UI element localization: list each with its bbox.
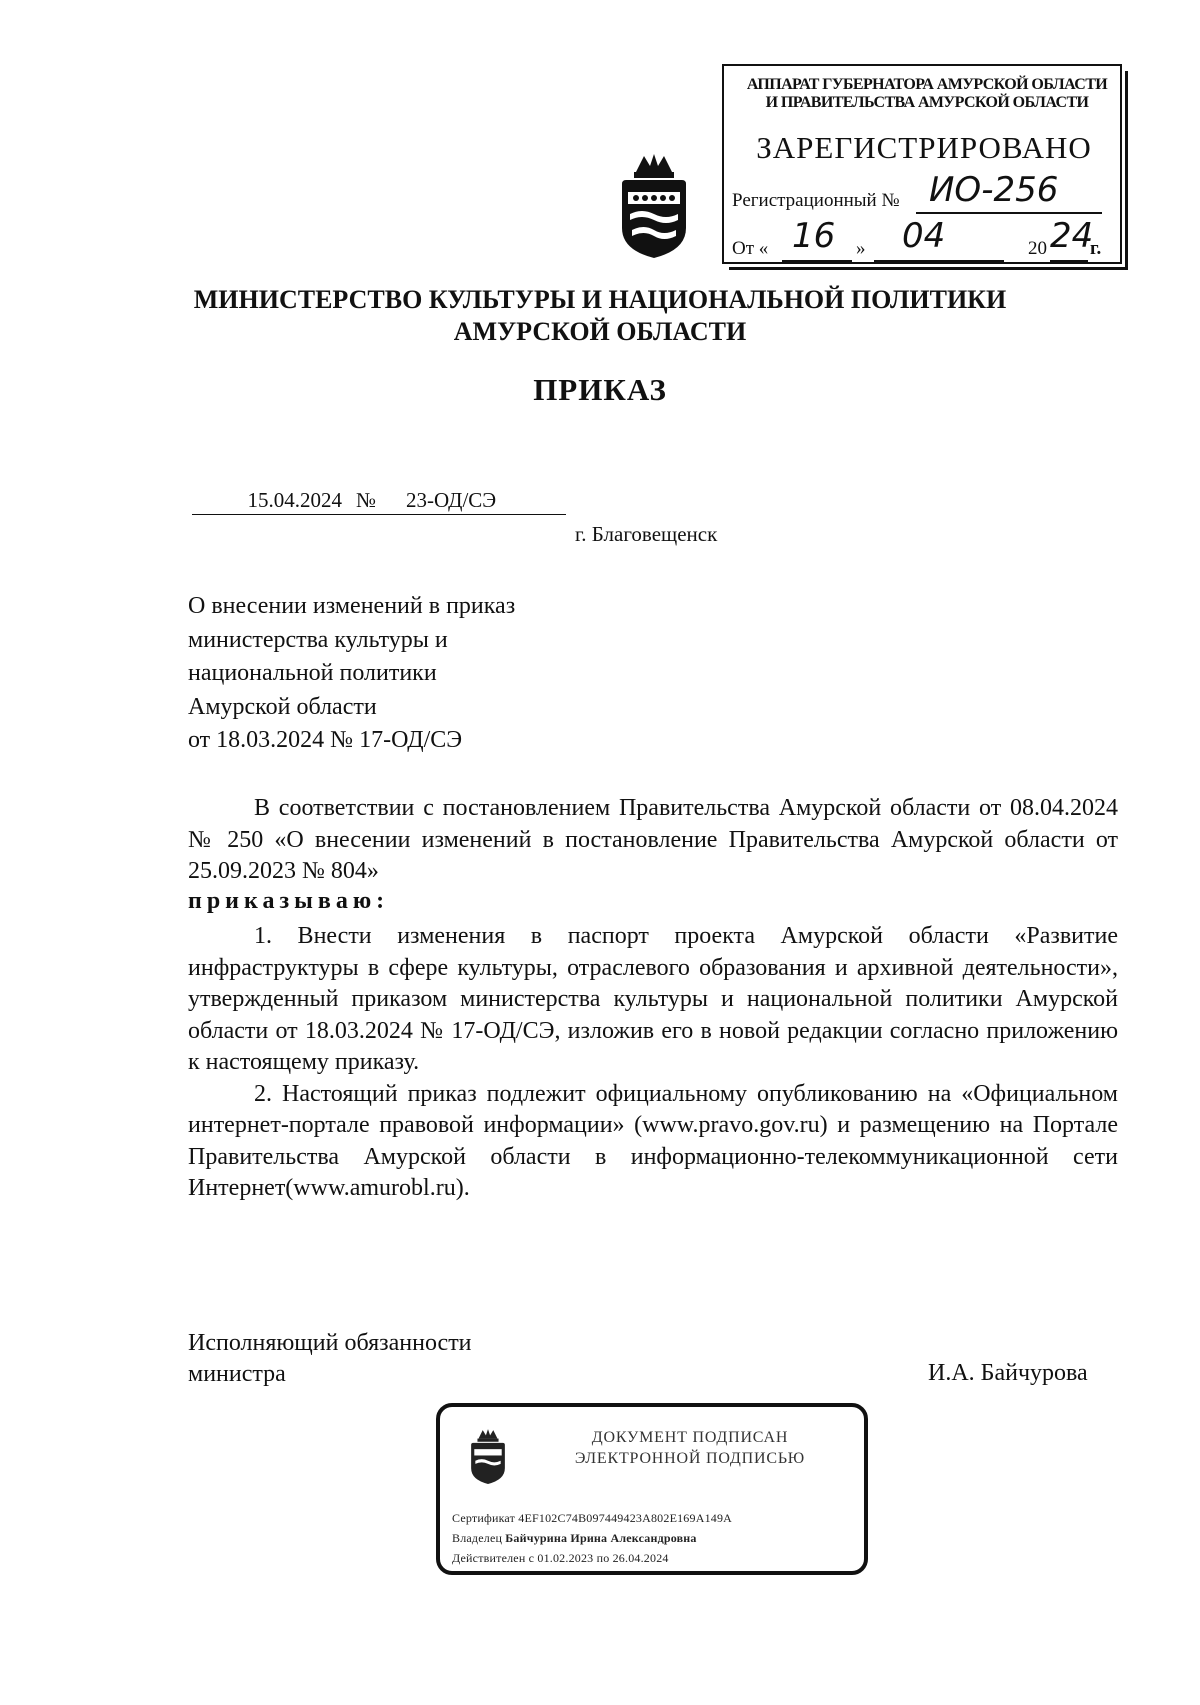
esign-title: ДОКУМЕНТ ПОДПИСАН ЭЛЕКТРОННОЙ ПОДПИСЬЮ <box>574 1429 806 1467</box>
city: г. Благовещенск <box>575 522 718 546</box>
stamp-day: 16 <box>792 216 836 256</box>
stamp-year: 24 <box>1050 216 1094 256</box>
order-item-1: 1. Внести изменения в паспорт проекта Амурской области «Развитие инфраструктуры в сфере культуры, отраслевого образования и архивной деятельности», утвержденный приказом министерства культуры и национальной политики Амурской области от 18.03.2024 № 17-ОД/СЭ, изложив его в новой редакции согласно приложению к настоящему приказу. <box>188 923 1118 1075</box>
stamp-status: ЗАРЕГИСТРИРОВАНО <box>756 130 1092 165</box>
order-item-2: 2. Настоящий приказ подлежит официальному опубликованию на «Официальном интернет-портале правовой информации» (www.pravo.gov.ru) и размещению на Портале Правительства Амурской области в информационно-телекоммуникационной сети Интернет(www.amurobl.ru). <box>188 1080 1118 1201</box>
order-number: 23-ОД/СЭ <box>376 488 566 515</box>
order-date: 15.04.2024 <box>192 488 348 515</box>
stamp-reg-number: ИО-256 <box>929 170 1059 210</box>
order-date-number <box>192 488 566 515</box>
signer-name: И.А. Байчурова <box>928 1360 1088 1386</box>
order-subject: О внесении изменений в приказ министерства культуры и национальной политики Амурской области от 18.03.2024 № 17-ОД/СЭ <box>188 593 516 753</box>
coat-of-arms-icon <box>466 1427 510 1485</box>
esign-certificate: Сертификат 4EF102C74B097449423A802E169A149A <box>452 1511 733 1525</box>
registration-stamp: АППАРАТ ГУБЕРНАТОРА АМУРСКОЙ ОБЛАСТИ И ПРАВИТЕЛЬСТВА АМУРСКОЙ ОБЛАСТИ ЗАРЕГИСТРИРОВАНО Регистрационный № ИО-256 От « 16 » 04 20 24 г. <box>722 64 1122 264</box>
order-number-label: № <box>348 488 376 515</box>
electronic-signature-stamp <box>436 1403 868 1575</box>
signer-position: Исполняющий обязанности министра <box>188 1330 472 1387</box>
stamp-date-prefix: От « <box>732 238 769 259</box>
esign-validity: Действителен с 01.02.2023 по 26.04.2024 <box>452 1551 669 1565</box>
stamp-reg-label: Регистрационный № <box>732 190 900 211</box>
coat-of-arms-icon <box>614 150 694 260</box>
order-items <box>188 921 1118 1205</box>
stamp-month: 04 <box>902 216 946 256</box>
esign-owner: Владелец Байчурина Ирина Александровна <box>452 1531 697 1545</box>
preamble: В соответствии с постановлением Правительства Амурской области от 08.04.2024 № 250 «О внесении изменений в постановление Правительства Амурской области от 25.09.2023 № 804» <box>188 795 1118 884</box>
decree-word: приказываю: <box>188 888 390 914</box>
document-title: ПРИКАЗ <box>533 372 667 407</box>
ministry-name: МИНИСТЕРСТВО КУЛЬТУРЫ И НАЦИОНАЛЬНОЙ ПОЛИТИКИ АМУРСКОЙ ОБЛАСТИ <box>193 285 1007 346</box>
stamp-org-name: АППАРАТ ГУБЕРНАТОРА АМУРСКОЙ ОБЛАСТИ И ПРАВИТЕЛЬСТВА АМУРСКОЙ ОБЛАСТИ <box>746 76 1108 111</box>
